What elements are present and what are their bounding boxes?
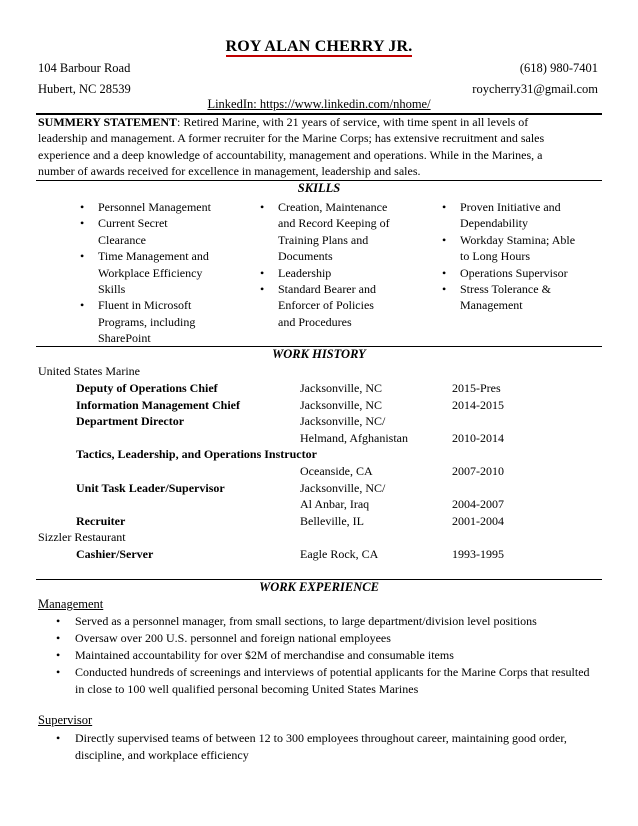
job-location: Oceanside, CA bbox=[300, 464, 373, 478]
summary-line-3: experience and a deep knowledge of accountability, management and operations. While in the Marines, a bbox=[38, 147, 543, 162]
resume-name: ROY ALAN CHERRY JR. bbox=[225, 38, 413, 55]
job-dates: 2007-2010 bbox=[452, 464, 504, 478]
summary-label: SUMMERY STATEMENT bbox=[38, 115, 178, 129]
employer-sizzler: Sizzler Restaurant bbox=[38, 530, 126, 544]
job-location: Jacksonville, NC/ bbox=[300, 414, 386, 428]
list-item: • Oversaw over 200 U.S. personnel and foreign national employees bbox=[38, 630, 596, 647]
job-location: Helmand, Afghanistan bbox=[300, 431, 408, 445]
list-item: • Maintained accountability for over $2M of merchandise and consumable items bbox=[38, 647, 596, 664]
phone-number: (618) 980-7401 bbox=[519, 61, 598, 75]
job-location: Jacksonville, NC bbox=[300, 398, 382, 412]
linkedin-link-wrap bbox=[0, 97, 638, 112]
summary-line-4: number of awards received for excellence in management, leadership and sales. bbox=[38, 163, 421, 178]
skills-column-3 bbox=[438, 199, 578, 314]
job-title: Department Director bbox=[76, 414, 185, 428]
job-dates: 2014-2015 bbox=[452, 398, 504, 412]
skill-item: • Fluent in Microsoft Programs, including SharePoint bbox=[76, 297, 213, 346]
skills-title: SKILLS bbox=[297, 181, 341, 195]
skill-item: • Creation, Maintenance and Record Keeping of Training Plans and Documents bbox=[256, 199, 406, 265]
employer-marines: United States Marine bbox=[38, 364, 140, 378]
management-list bbox=[38, 613, 596, 698]
skill-item: • Operations Supervisor bbox=[438, 265, 578, 281]
job-title: Deputy of Operations Chief bbox=[76, 381, 218, 395]
management-subheading: Management bbox=[38, 597, 104, 611]
job-dates: 1993-1995 bbox=[452, 547, 504, 561]
summary-line-2: leadership and management. A former recruiter for the Marine Corps; has extensive recruitment and sales bbox=[38, 131, 545, 146]
email-address: roycherry31@gmail.com bbox=[472, 82, 598, 96]
list-item: • Served as a personnel manager, from small sections, to large department/division level positions bbox=[38, 613, 596, 630]
job-title: Recruiter bbox=[76, 514, 126, 528]
list-item: • Conducted hundreds of screenings and interviews of potential applicants for the Marine Corps that resulted in close to 100 well qualified personal becoming United States Marines bbox=[38, 664, 596, 698]
skill-item: • Proven Initiative and Dependability bbox=[438, 199, 578, 232]
job-location: Belleville, IL bbox=[300, 514, 364, 528]
linkedin-link[interactable]: LinkedIn: https://www.linkedin.com/nhome/ bbox=[207, 97, 431, 111]
job-title: Information Management Chief bbox=[76, 398, 240, 412]
job-title: Unit Task Leader/Supervisor bbox=[76, 481, 225, 495]
job-title: Cashier/Server bbox=[76, 547, 154, 561]
summary-line-1: : Retired Marine, with 21 years of service, with time spent in all levels of bbox=[177, 115, 529, 129]
job-title: Tactics, Leadership, and Operations Instructor bbox=[76, 447, 317, 461]
job-location: Jacksonville, NC bbox=[300, 381, 382, 395]
job-dates: 2001-2004 bbox=[452, 514, 504, 528]
skill-item: • Personnel Management bbox=[76, 199, 236, 215]
supervisor-list bbox=[38, 730, 596, 764]
skills-column-2 bbox=[256, 199, 406, 330]
skills-column-1 bbox=[76, 199, 236, 347]
skill-item: • Stress Tolerance & Management bbox=[438, 281, 570, 314]
list-item: • Directly supervised teams of between 12 to 300 employees throughout career, maintaining good order, discipline, and workplace efficiency bbox=[38, 730, 596, 764]
skill-item: • Time Management and Workplace Efficiency Skills bbox=[76, 248, 228, 297]
skill-item: • Standard Bearer and Enforcer of Policies and Procedures bbox=[256, 281, 388, 330]
job-location: Al Anbar, Iraq bbox=[300, 497, 370, 511]
address-line-2: Hubert, NC 28539 bbox=[38, 82, 131, 96]
job-location: Eagle Rock, CA bbox=[300, 547, 379, 561]
address-line-1: 104 Barbour Road bbox=[38, 61, 131, 75]
summary-statement bbox=[38, 114, 599, 179]
work-experience-title: WORK EXPERIENCE bbox=[259, 580, 379, 594]
skill-item: • Current Secret Clearance bbox=[76, 215, 198, 248]
supervisor-subheading: Supervisor bbox=[38, 713, 93, 727]
skill-item: • Leadership bbox=[256, 265, 406, 281]
job-location: Jacksonville, NC/ bbox=[300, 481, 386, 495]
job-dates: 2010-2014 bbox=[452, 431, 504, 445]
job-dates: 2015-Pres bbox=[452, 381, 501, 395]
work-history-title: WORK HISTORY bbox=[272, 347, 366, 361]
skill-item: • Workday Stamina; Able to Long Hours bbox=[438, 232, 578, 265]
job-dates: 2004-2007 bbox=[452, 497, 504, 511]
